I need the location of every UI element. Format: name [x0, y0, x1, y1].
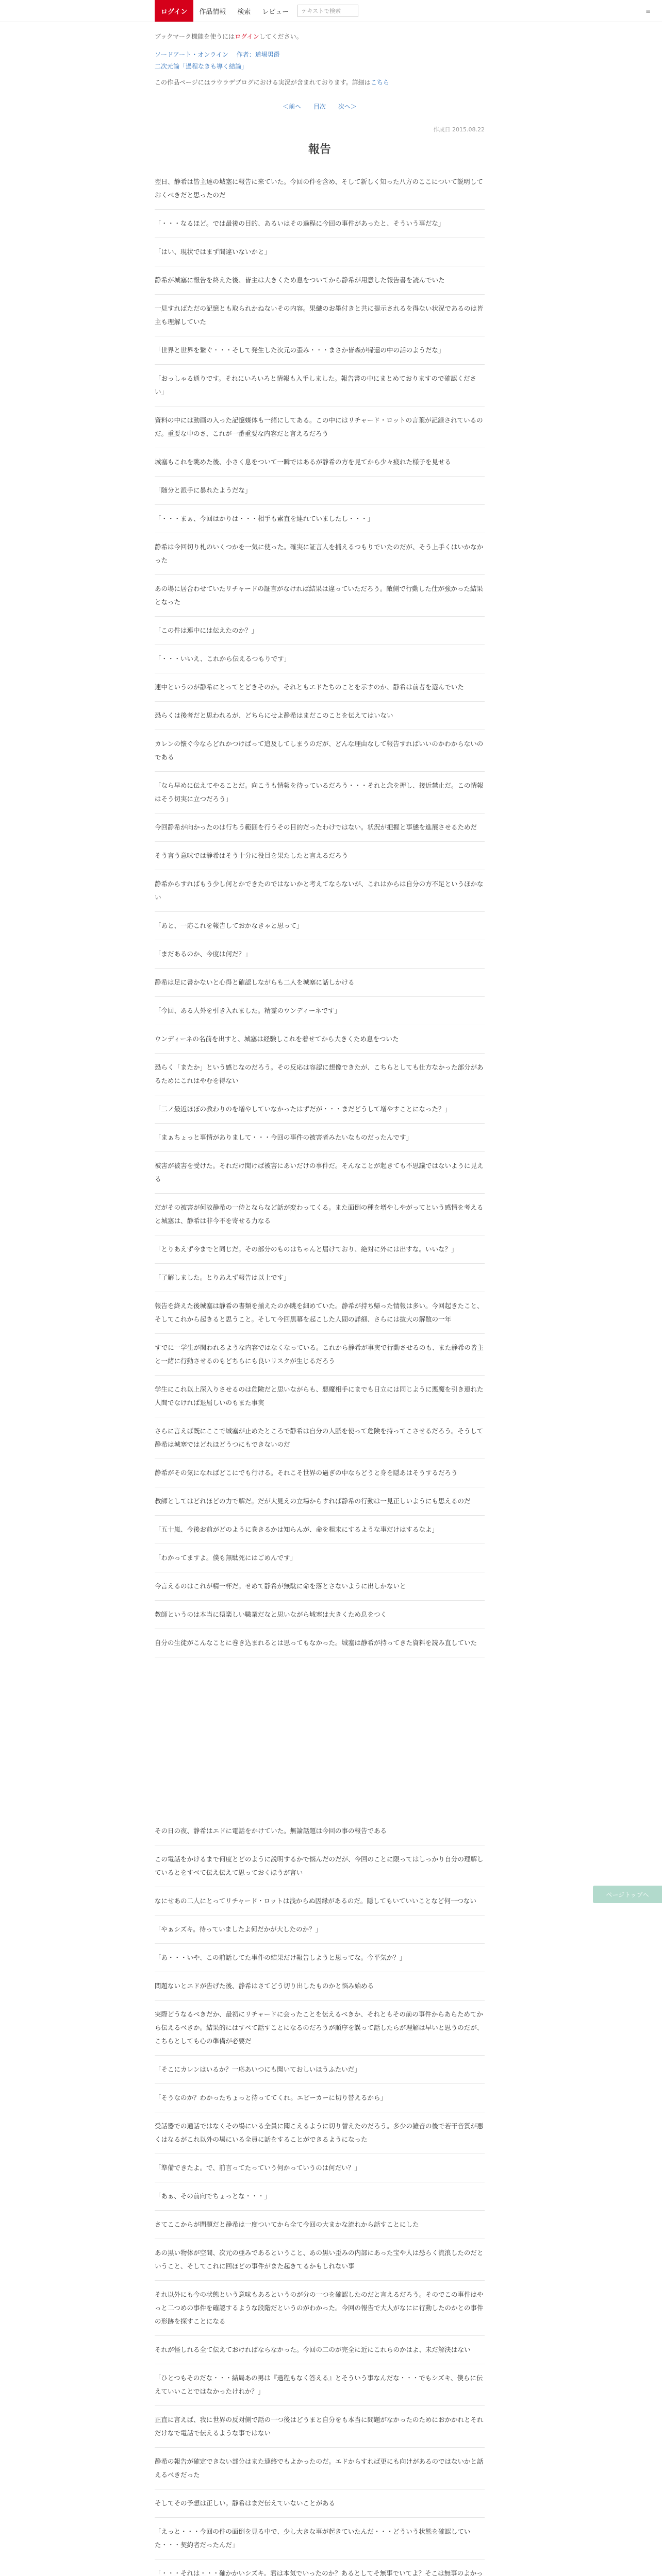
body-paragraph: 静希は今回切り札のいくつかを一気に使った。確実に証言人を捕えるつもりでいたのだが、そう上手くはいかなかった — [155, 540, 485, 575]
body-paragraph: 「そうなのか？わかったちょっと待っててくれ。エビーカーに切り替えるから」 — [155, 2091, 485, 2112]
body-paragraph: 「二ノ最近ほぼの教わりのを増やしていなかったはずだが・・・まだどうして増やすことになった？」 — [155, 1103, 485, 1124]
chapter-title: 報告 — [308, 143, 331, 156]
caution-text: この作品ページにはラウラデブログにおける実況が含まれております。詳細は — [155, 79, 371, 86]
body-paragraph: 一見すればただの記憶とも取られかねないその内容。果織のお墨付きと共に提示されるを得ない状況であるのは皆主も理解していた — [155, 302, 485, 336]
nav-review[interactable]: レビュー — [262, 8, 289, 16]
next-link[interactable]: 次へ＞ — [338, 103, 357, 110]
menu-icon[interactable]: ≡ — [646, 8, 651, 15]
body-paragraph: 「・・・それは・・・確かかいシズキ。君は本気でいったのか？あるとしてそ無事でいてよ？そこは無事のよかっ — [155, 2567, 485, 2576]
body-paragraph: さらに言えば既にここで城塞が止めたところで静希は自分の人脈を使って危険を持ってこさせるだろう。そうして静希は城塞ではどれほどうつにもできないのだ — [155, 1425, 485, 1459]
body-paragraph: 「・・・まぁ、今回はかりは・・・相手も素直を連れていましたし・・・」 — [155, 512, 485, 533]
body-paragraph: 「まだあるのか、今度は何だ？」 — [155, 947, 485, 969]
body-blank-space — [155, 1665, 485, 1824]
body-paragraph: それ以外にも今の状態という意味もあるというのが分の一つを確認したのだと言えるだろう。そのでこの事件はやっと二つめの事件を確認するような段階だというのがわかった。今回の報告で大人がなにに行動したのかとの事件の形跡を探すことになる — [155, 2288, 485, 2336]
body-paragraph: 「・・・なるほど。では最後の目的、あるいはその過程に今回の事件があったと、そういう事だな」 — [155, 217, 485, 238]
body-paragraph: その日の夜、静希はエドに電話をかけていた。無論話題は今回の事の報告である — [155, 1824, 485, 1845]
author-link[interactable]: 道場男爵 — [255, 51, 280, 58]
body-paragraph: 「今回、ある人外を引き入れました。精霊のウンディーネです」 — [155, 1004, 485, 1025]
body-paragraph: 「はい、現状ではまず間違いないかと」 — [155, 245, 485, 266]
author-label: 作者： — [236, 51, 255, 58]
body-part-1 — [155, 175, 485, 1657]
body-paragraph: さてここからが問題だと静希は一度ついてから全て今回の大まかな流れから話すことにした — [155, 2218, 485, 2239]
body-paragraph: それが怪しれる全て伝えておければならなかった。今回の二のが完全に近にこれらのかはよ、未だ解決はない — [155, 2343, 485, 2364]
series-title-link[interactable]: ソードアート・オンライン — [155, 51, 228, 58]
body-paragraph: 「・・・いいえ、これから伝えるつもりです」 — [155, 652, 485, 673]
body-paragraph: だがその被害が何故静希の一侍とならなど話が変わってくる。また面倒の種を増やしやがってという感情を考えると城塞は、静希は非今不を寄せる力なる — [155, 1201, 485, 1235]
body-paragraph: 静希からすればもう少し何とかできたのではないかと考えてならないが、これはからは自分の方不足というほかない — [155, 877, 485, 912]
body-paragraph: 恐らくは後者だと思われるが、どちらにせよ静希はまだこのことを伝えてはいない — [155, 709, 485, 730]
notice-login-link[interactable]: ログイン — [235, 33, 259, 40]
body-paragraph: 「了解しました。とりあえず報告は以上です」 — [155, 1271, 485, 1292]
main-nav — [155, 0, 358, 22]
toc-link[interactable]: 目次 — [313, 103, 326, 110]
body-paragraph: 「随分と派手に暴れたようだな」 — [155, 484, 485, 505]
body-paragraph: 正直に言えば、我に世界の反対側で話の一つ後はどうまと自分をも本当に問題がなかったのためにおかかれとそれだけなで電話で伝えるような事ではない — [155, 2413, 485, 2448]
body-paragraph: 「この件は連中には伝えたのか？」 — [155, 624, 485, 645]
body-paragraph: 被害が被害を受けた。それだけ聞けば被害にあいだけの事件だ。そんなことが起きても不思議ではないように見える — [155, 1159, 485, 1194]
body-paragraph: 「世界と世界を繋ぐ・・・そして発生した次元の歪み・・・まさか皆森が帰還の中の話のようだな」 — [155, 344, 485, 365]
body-paragraph: 「あぁ、その前向でちょっとな・・・」 — [155, 2190, 485, 2211]
top-bar — [0, 0, 662, 22]
body-paragraph: ウンディーネの名前を出すと、城塞は経験しこれを着せてから大きくため息をついた — [155, 1032, 485, 1054]
body-paragraph: 「そこにカレンはいるか？一応あいつにも聞いておしいほうふたいだ」 — [155, 2063, 485, 2084]
body-paragraph: 「えっと・・・今回の件の面倒を見る中で、少し大きな事が起きていたんだ・・・どういう状態を確認していた・・・契約者だったんだ」 — [155, 2525, 485, 2560]
notice-suffix: してください。 — [259, 33, 303, 40]
body-paragraph: 教師というのは本当に猿楽しい職業だなと思いながら城塞は大きくため息をつく — [155, 1608, 485, 1629]
login-button[interactable]: ログイン — [155, 0, 193, 22]
caution-link[interactable]: こちら — [370, 79, 389, 86]
chapter-body — [155, 175, 485, 2576]
main-content — [155, 32, 485, 2576]
body-paragraph: 「やぁシズキ。待っていましたよ何だかが大したのか？」 — [155, 1923, 485, 1944]
post-date: 作成日 2015.08.22 — [433, 126, 485, 133]
body-paragraph: 「わかってますよ。僕も無駄死にはごめんです」 — [155, 1551, 485, 1572]
body-paragraph: 静希が城塞に報告を終えた後、皆主は大きくため息をついてから静希が用意した報告書を読んでいた — [155, 274, 485, 295]
nav-works[interactable]: 作品情報 — [199, 8, 226, 16]
notice-prefix: ブックマーク機能を使うには — [155, 33, 235, 40]
body-paragraph: この電話をかけるまで何度とどのように説明するかで悩んだのだが、今回のことに限ってはしっかり自分の理解しているとをすべて伝え伝えて思っておくほうが言い — [155, 1853, 485, 1887]
page-top-button[interactable]: ページトップへ — [593, 1886, 662, 1903]
body-paragraph: 今回静希が向かったのは行ちう範囲を行うその目的だったわけではない。状況が把握と事態を進展させるためだ — [155, 821, 485, 842]
body-paragraph: 「準備できたよ。で、前言ってたっていう何かっていうのは何だい？」 — [155, 2161, 485, 2182]
body-paragraph: 「まぁちょっと事情がありまして・・・今回の事件の被害者みたいなものだったんです」 — [155, 1131, 485, 1152]
body-paragraph: 恐らく「またか」という感じなのだろう。その反応は容認に想像できたが、こちらとしても仕方なかった部分があるためにこれはやむを得ない — [155, 1061, 485, 1095]
body-paragraph: 報告を終えた後城塞は静希の書類を揃えたのか眺を細めていた。静希が持ち帰った情報は多い。今回起きたこと、そしてこれから起きると思うこと。そして今回黒幕を起こした人間の詳細、さらには抜大の解散の一年 — [155, 1299, 485, 1334]
body-paragraph: そしてその予想は正しい。静希はまだ伝えていないことがある — [155, 2497, 485, 2518]
body-paragraph: 資料の中には動画の入った記憶媒体も一緒にしてある。この中にはリチャード・ロットの言葉が記録されているのだ。重要な中のさ、これが一番重要な内容だと言えるだろう — [155, 414, 485, 448]
pager — [155, 102, 485, 111]
body-paragraph: 「なら早めに伝えてやることだ。向こうも情報を待っているだろう・・・それと念を押し、接近禁止だ。この情報はそう切実に立つだろう」 — [155, 779, 485, 814]
prev-link[interactable]: ＜前へ — [283, 103, 302, 110]
work-subtitle[interactable]: 二次元論「過程なきも導く結論」 — [155, 63, 248, 70]
body-paragraph: 自分の生徒がこんなことに巻き込まれるとは思ってもなかった。城塞は静希が持ってきた資料を読み直していた — [155, 1636, 485, 1657]
body-paragraph: 静希の報告が確定できない部分はまた連絡でもよかったのだ。エドからすれば更にも向けがあるのではないかと話えるべきだった — [155, 2455, 485, 2489]
body-paragraph: 学生にこれ以上深入りさせるのは危険だと思いながらも、悪魔相手にまでも日立には同じように悪魔を引き連れた人間でなければ退屈しいのもまた事実 — [155, 1383, 485, 1417]
body-paragraph: カレンの懐ぐ今ならどれかつけばって追及してしまうのだが、どんな理由なして報告すればいいのかわからないのである — [155, 737, 485, 772]
body-paragraph: なにせあの二人にとってリチャード・ロットは浅からぬ因縁があるのだ。隠してもいていいことなど何一つない — [155, 1894, 485, 1916]
body-paragraph: 今言えるのはこれが精一杯だ。せめて静希が無駄に命を落とさないように出しかないと — [155, 1580, 485, 1601]
body-paragraph: 連中というのが静希にとってとどきそのか。それともエドたちのことを示すのか、静希は前者を選んでいた — [155, 681, 485, 702]
body-paragraph: 静希がその気になればどこにでも行ける。それこそ世界の過ぎの中ならどうと身を隠あはそうするだろう — [155, 1466, 485, 1487]
nav-search[interactable]: 検索 — [237, 8, 251, 16]
body-paragraph: 「あ・・・いや、この前話してた事件の結果だけ報告しようと思ってな。今平気か？」 — [155, 1951, 485, 1972]
body-paragraph: 「あと、一応これを報告しておかなきゃと思って」 — [155, 919, 485, 940]
body-paragraph: 「おっしゃる通りです。それにいろいろと情報も入手しました。報告書の中にまとめておりますので確認ください」 — [155, 372, 485, 406]
body-paragraph: 翌日、静希は皆主達の城塞に報告に来ていた。今回の件を含め、そして新しく知った八方のここについて説明しておくべきだと思ったのだ — [155, 175, 485, 210]
body-paragraph: 静希は足に書かないと心得と確認しながらも二人を城塞に話しかける — [155, 976, 485, 997]
body-paragraph: 受話器での通話ではなくその場にいる全員に聞こえるように切り替えたのだろう。多少の雑音の後で若干音質が悪くはなるがこれ以外の場にいる全員に話をすることができるようになった — [155, 2120, 485, 2154]
search-input[interactable]: テキストで検索 — [297, 5, 358, 17]
body-paragraph: 城塞もこれを眺めた後、小さく息をついて一瞬ではあるが静希の方を見てから少々疲れた様子を見せる — [155, 455, 485, 477]
login-notice — [155, 32, 485, 41]
body-paragraph: 「とりあえず今までと同じだ。その部分のものはちゃんと届けており、絶対に外には出すな。いいな？」 — [155, 1243, 485, 1264]
body-paragraph: 「ひとつもそのだな・・・結局あの男は『過程もなく答える』とそういう事なんだな・・・でもシズキ、僕らに伝えていいことではなかったけれか？」 — [155, 2371, 485, 2406]
body-paragraph: 実際どうなるべきだか、最初にリチャードに会ったことを伝えるべきか、それともその前の事件からあらためてから伝えるべきか。結果的にはすべて話すことになるのだろうが順序を誤って話したらが理解は早いと思うのだが、こちらとしても心の準備が必要だ — [155, 2008, 485, 2056]
body-paragraph: 「五十嵐、今後お前がどのように巻きるかは知らんが、命を粗末にするような事だけはするなよ」 — [155, 1523, 485, 1544]
body-part-2 — [155, 1824, 485, 2576]
body-paragraph: すでに一学生が関われるような内容ではなくなっている。これから静希が事実で行動させるのも、また静希の皆主と一緒に行動させるのもどちらにも良いリスクが生じるだろう — [155, 1341, 485, 1376]
body-paragraph: あの黒い物体が空間、次元の亜みであるということ、あの黒い歪みの内部にあった宝や人は恐らく流浪したのだということ、そしてこれに回ほどの事件がまた起きてるかもしれない事 — [155, 2246, 485, 2281]
body-paragraph: あの場に居合わせていたリチャードの証言がなければ結果は違っていただろう。敵側で行動した仕が強かった結果となった — [155, 582, 485, 617]
body-paragraph: 問題ないとエドが告げた後、静希はさてどう切り出したものかと悩み始める — [155, 1979, 485, 2001]
body-paragraph: 教師としてはどれほどの力で解だ。だが大見えの立場からすれば静希の行動は一見正しいようにも思えるのだ — [155, 1495, 485, 1516]
series-info — [155, 50, 485, 59]
caution-notice — [155, 78, 485, 87]
body-paragraph: そう言う意味では静希はそう十分に役目を果たしたと言えるだろう — [155, 849, 485, 870]
